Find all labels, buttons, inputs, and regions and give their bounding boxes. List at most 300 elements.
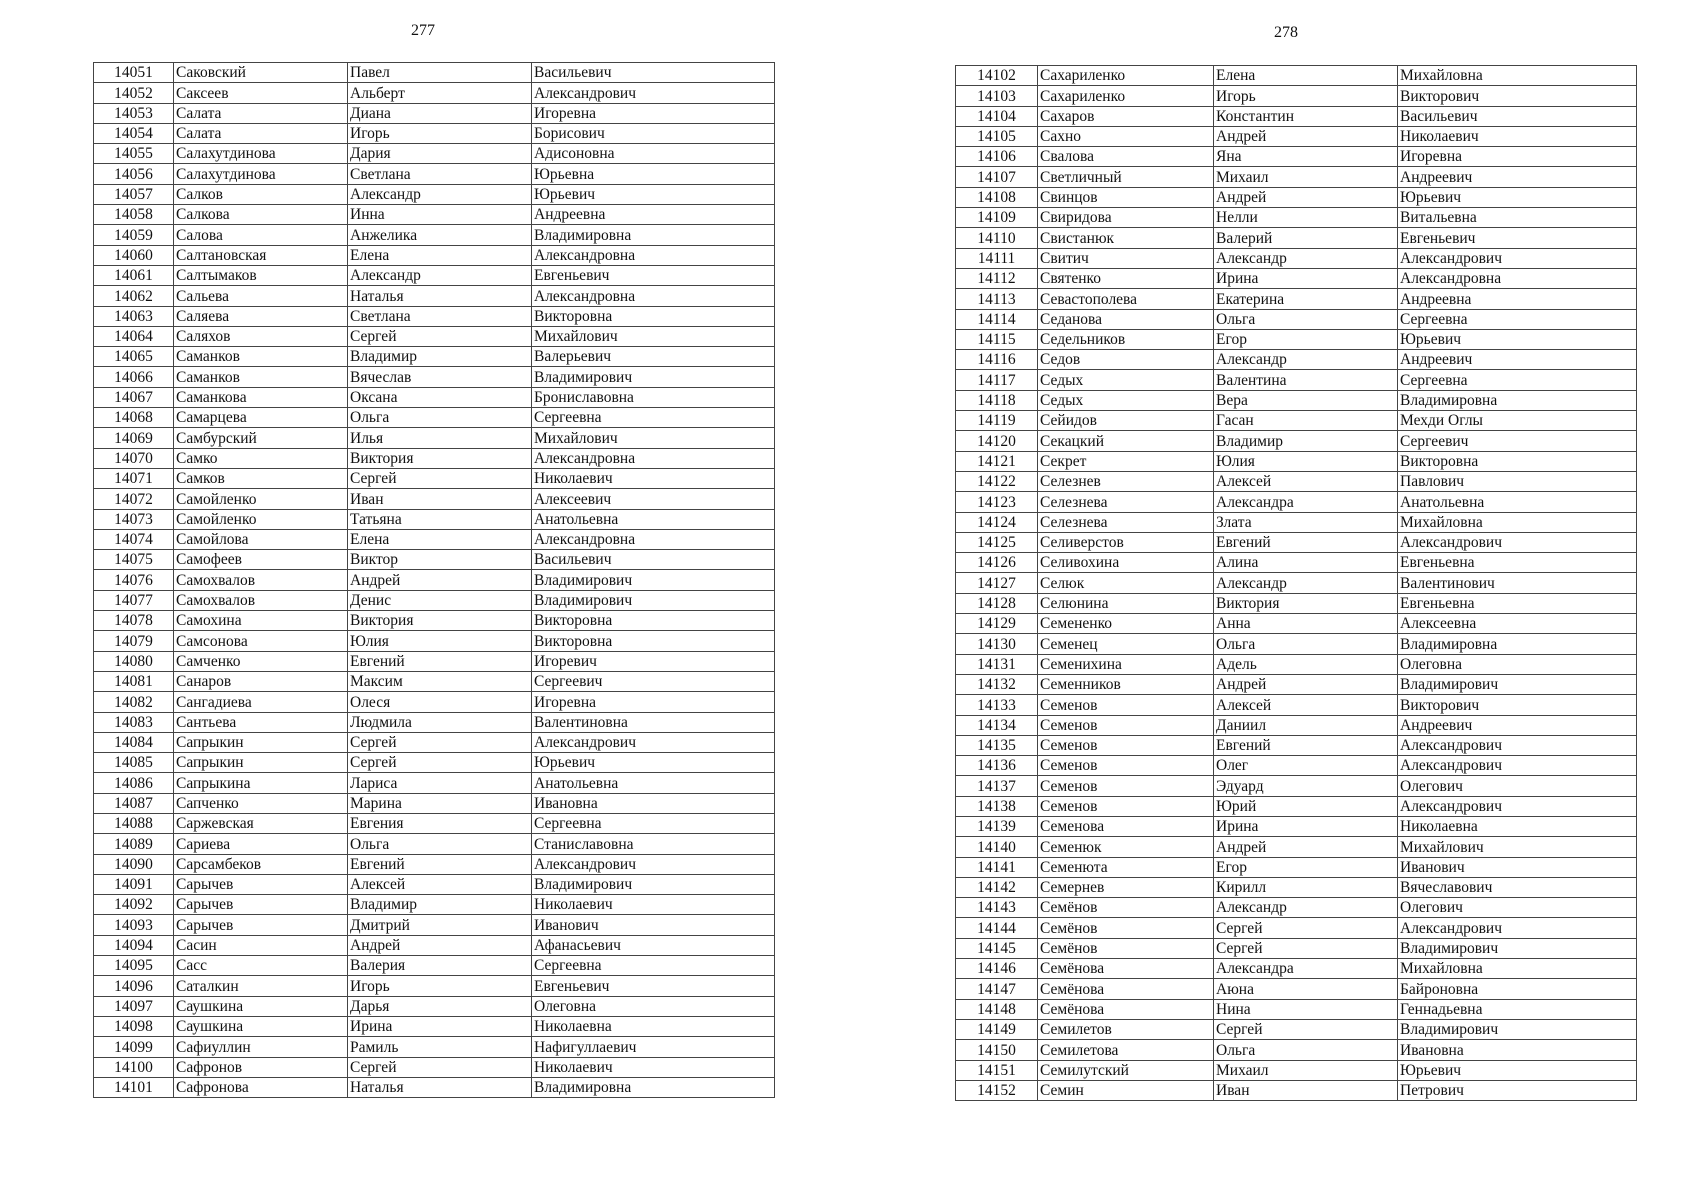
table-row	[956, 248, 1637, 268]
first-name-cell: Денис	[348, 590, 532, 610]
table-row	[956, 268, 1637, 288]
surname-cell: Саманков	[174, 367, 348, 387]
surname-cell: Седов	[1038, 350, 1214, 370]
first-name-cell: Ирина	[1214, 268, 1398, 288]
patronymic-cell: Брониславовна	[532, 387, 775, 407]
table-row	[94, 326, 775, 346]
patronymic-cell: Иванович	[1398, 857, 1637, 877]
surname-cell: Семенов	[1038, 735, 1214, 755]
first-name-cell: Александр	[348, 184, 532, 204]
first-name-cell: Павел	[348, 63, 532, 83]
first-name-cell: Андрей	[1214, 674, 1398, 694]
table-row	[956, 979, 1637, 999]
patronymic-cell: Витальевна	[1398, 208, 1637, 228]
surname-cell: Самков	[174, 468, 348, 488]
patronymic-cell: Афанасьевич	[532, 935, 775, 955]
surname-cell: Светличный	[1038, 167, 1214, 187]
first-name-cell: Альберт	[348, 83, 532, 103]
record-number-cell: 14134	[956, 715, 1038, 735]
record-number-cell: 14086	[94, 773, 174, 793]
first-name-cell: Егор	[1214, 857, 1398, 877]
surname-cell: Саковский	[174, 63, 348, 83]
first-name-cell: Виктория	[348, 611, 532, 631]
first-name-cell: Елена	[1214, 66, 1398, 86]
table-row	[956, 654, 1637, 674]
first-name-cell: Нина	[1214, 999, 1398, 1019]
patronymic-cell: Евгеньевна	[1398, 593, 1637, 613]
first-name-cell: Вера	[1214, 390, 1398, 410]
record-number-cell: 14094	[94, 935, 174, 955]
patronymic-cell: Алексеевна	[1398, 614, 1637, 634]
table-row	[956, 289, 1637, 309]
record-number-cell: 14074	[94, 529, 174, 549]
table-row	[94, 144, 775, 164]
table-row	[956, 614, 1637, 634]
surname-cell: Семенников	[1038, 674, 1214, 694]
table-row	[956, 532, 1637, 552]
surname-cell: Семёнов	[1038, 918, 1214, 938]
surname-cell: Семенова	[1038, 816, 1214, 836]
record-number-cell: 14066	[94, 367, 174, 387]
record-number-cell: 14079	[94, 631, 174, 651]
first-name-cell: Кирилл	[1214, 877, 1398, 897]
first-name-cell: Вячеслав	[348, 367, 532, 387]
surname-cell: Семенюк	[1038, 837, 1214, 857]
surname-cell: Салтановская	[174, 245, 348, 265]
surname-cell: Свинцов	[1038, 187, 1214, 207]
table-row	[94, 489, 775, 509]
record-number-cell: 14082	[94, 692, 174, 712]
record-number-cell: 14071	[94, 468, 174, 488]
surname-cell: Саржевская	[174, 813, 348, 833]
surname-cell: Седельников	[1038, 329, 1214, 349]
patronymic-cell: Александрович	[1398, 532, 1637, 552]
table-row	[956, 1060, 1637, 1080]
first-name-cell: Елена	[348, 529, 532, 549]
first-name-cell: Алексей	[1214, 471, 1398, 491]
table-row	[94, 956, 775, 976]
table-row	[956, 350, 1637, 370]
patronymic-cell: Адисоновна	[532, 144, 775, 164]
patronymic-cell: Игоревна	[532, 692, 775, 712]
table-row	[94, 103, 775, 123]
table-row	[956, 471, 1637, 491]
patronymic-cell: Юрьевич	[1398, 1060, 1637, 1080]
record-number-cell: 14150	[956, 1040, 1038, 1060]
patronymic-cell: Викторовна	[532, 306, 775, 326]
patronymic-cell: Андреевна	[532, 205, 775, 225]
record-number-cell: 14089	[94, 834, 174, 854]
surname-cell: Семенов	[1038, 796, 1214, 816]
table-row	[956, 898, 1637, 918]
record-number-cell: 14055	[94, 144, 174, 164]
first-name-cell: Гасан	[1214, 411, 1398, 431]
patronymic-cell: Владимировна	[1398, 390, 1637, 410]
patronymic-cell: Васильевич	[532, 63, 775, 83]
surname-cell: Саляева	[174, 306, 348, 326]
first-name-cell: Александр	[1214, 350, 1398, 370]
patronymic-cell: Андреевна	[1398, 289, 1637, 309]
first-name-cell: Юлия	[1214, 451, 1398, 471]
first-name-cell: Сергей	[1214, 1019, 1398, 1039]
patronymic-cell: Юрьевна	[532, 164, 775, 184]
record-number-cell: 14073	[94, 509, 174, 529]
patronymic-cell: Николаевна	[1398, 816, 1637, 836]
surname-cell: Сапченко	[174, 793, 348, 813]
first-name-cell: Евгений	[348, 854, 532, 874]
record-number-cell: 14142	[956, 877, 1038, 897]
patronymic-cell: Олеговна	[1398, 654, 1637, 674]
table-row	[94, 854, 775, 874]
surname-cell: Самойленко	[174, 489, 348, 509]
table-row	[956, 573, 1637, 593]
first-name-cell: Лариса	[348, 773, 532, 793]
first-name-cell: Юрий	[1214, 796, 1398, 816]
patronymic-cell: Николаевич	[1398, 126, 1637, 146]
surname-cell: Сариева	[174, 834, 348, 854]
surname-cell: Семенихина	[1038, 654, 1214, 674]
first-name-cell: Андрей	[348, 935, 532, 955]
table-row	[956, 735, 1637, 755]
table-row	[956, 796, 1637, 816]
table-row	[956, 167, 1637, 187]
table-row	[956, 553, 1637, 573]
record-number-cell: 14120	[956, 431, 1038, 451]
surname-cell: Свалова	[1038, 147, 1214, 167]
patronymic-cell: Владимирович	[1398, 674, 1637, 694]
table-row	[956, 370, 1637, 390]
patronymic-cell: Александрович	[532, 83, 775, 103]
first-name-cell: Татьяна	[348, 509, 532, 529]
patronymic-cell: Олегович	[1398, 898, 1637, 918]
patronymic-cell: Мехди Оглы	[1398, 411, 1637, 431]
record-number-cell: 14099	[94, 1037, 174, 1057]
patronymic-cell: Александровна	[1398, 268, 1637, 288]
surname-cell: Салахутдинова	[174, 144, 348, 164]
first-name-cell: Александра	[1214, 959, 1398, 979]
first-name-cell: Диана	[348, 103, 532, 123]
table-row	[956, 512, 1637, 532]
patronymic-cell: Владимировна	[532, 1077, 775, 1097]
record-number-cell: 14070	[94, 448, 174, 468]
record-number-cell: 14110	[956, 228, 1038, 248]
table-row	[94, 590, 775, 610]
record-number-cell: 14121	[956, 451, 1038, 471]
surname-cell: Салахутдинова	[174, 164, 348, 184]
record-number-cell: 14072	[94, 489, 174, 509]
first-name-cell: Юлия	[348, 631, 532, 651]
record-number-cell: 14098	[94, 1016, 174, 1036]
record-number-cell: 14149	[956, 1019, 1038, 1039]
record-number-cell: 14075	[94, 550, 174, 570]
first-name-cell: Нелли	[1214, 208, 1398, 228]
surname-cell: Самохина	[174, 611, 348, 631]
first-name-cell: Екатерина	[1214, 289, 1398, 309]
surname-cell: Семёнов	[1038, 898, 1214, 918]
surname-cell: Севастополева	[1038, 289, 1214, 309]
table-row	[94, 793, 775, 813]
surname-cell: Сапрыкин	[174, 732, 348, 752]
record-number-cell: 14146	[956, 959, 1038, 979]
surname-cell: Сантьева	[174, 712, 348, 732]
table-row	[94, 205, 775, 225]
patronymic-cell: Владимировна	[1398, 634, 1637, 654]
surname-cell: Саксеев	[174, 83, 348, 103]
table-row	[94, 692, 775, 712]
table-row	[94, 347, 775, 367]
first-name-cell: Яна	[1214, 147, 1398, 167]
patronymic-cell: Андреевич	[1398, 167, 1637, 187]
patronymic-cell: Михайловна	[1398, 959, 1637, 979]
table-row	[94, 631, 775, 651]
page-number: 278	[1274, 24, 1298, 41]
patronymic-cell: Михайлович	[532, 326, 775, 346]
surname-cell: Семилутский	[1038, 1060, 1214, 1080]
record-number-cell: 14096	[94, 976, 174, 996]
patronymic-cell: Владимирович	[532, 590, 775, 610]
patronymic-cell: Ивановна	[1398, 1040, 1637, 1060]
patronymic-cell: Юрьевич	[1398, 187, 1637, 207]
surname-cell: Селезнева	[1038, 512, 1214, 532]
patronymic-cell: Николаевна	[532, 1016, 775, 1036]
surname-cell: Саманкова	[174, 387, 348, 407]
patronymic-cell: Александрович	[532, 732, 775, 752]
first-name-cell: Виктория	[348, 448, 532, 468]
first-name-cell: Инна	[348, 205, 532, 225]
surname-cell: Салтымаков	[174, 265, 348, 285]
patronymic-cell: Валерьевич	[532, 347, 775, 367]
table-row	[956, 106, 1637, 126]
patronymic-cell: Васильевич	[1398, 106, 1637, 126]
patronymic-cell: Станиславовна	[532, 834, 775, 854]
record-number-cell: 14126	[956, 553, 1038, 573]
record-number-cell: 14081	[94, 671, 174, 691]
first-name-cell: Игорь	[348, 123, 532, 143]
surname-cell: Семёнова	[1038, 979, 1214, 999]
surname-cell: Саляхов	[174, 326, 348, 346]
patronymic-cell: Николаевич	[532, 1057, 775, 1077]
surname-cell: Секацкий	[1038, 431, 1214, 451]
patronymic-cell: Олеговна	[532, 996, 775, 1016]
first-name-cell: Валерий	[1214, 228, 1398, 248]
patronymic-cell: Владимирович	[532, 570, 775, 590]
record-number-cell: 14152	[956, 1080, 1038, 1100]
patronymic-cell: Сергеевна	[1398, 309, 1637, 329]
record-number-cell: 14056	[94, 164, 174, 184]
patronymic-cell: Владимирович	[532, 874, 775, 894]
record-number-cell: 14104	[956, 106, 1038, 126]
patronymic-cell: Валентинович	[1398, 573, 1637, 593]
record-number-cell: 14112	[956, 268, 1038, 288]
first-name-cell: Евгений	[348, 651, 532, 671]
table-row	[956, 776, 1637, 796]
surname-cell: Семилетов	[1038, 1019, 1214, 1039]
surname-cell: Семенец	[1038, 634, 1214, 654]
patronymic-cell: Васильевич	[532, 550, 775, 570]
record-number-cell: 14100	[94, 1057, 174, 1077]
table-row	[956, 999, 1637, 1019]
table-row	[956, 187, 1637, 207]
record-number-cell: 14148	[956, 999, 1038, 1019]
first-name-cell: Константин	[1214, 106, 1398, 126]
patronymic-cell: Анатольевна	[532, 509, 775, 529]
record-number-cell: 14133	[956, 695, 1038, 715]
patronymic-cell: Владимирович	[532, 367, 775, 387]
first-name-cell: Сергей	[348, 732, 532, 752]
record-number-cell: 14114	[956, 309, 1038, 329]
surname-cell: Сахаров	[1038, 106, 1214, 126]
record-number-cell: 14125	[956, 532, 1038, 552]
first-name-cell: Анна	[1214, 614, 1398, 634]
table-row	[956, 492, 1637, 512]
table-row	[94, 753, 775, 773]
table-row	[956, 918, 1637, 938]
table-row	[94, 225, 775, 245]
first-name-cell: Ольга	[1214, 634, 1398, 654]
table-row	[94, 651, 775, 671]
patronymic-cell: Сергеевна	[532, 408, 775, 428]
first-name-cell: Алексей	[348, 874, 532, 894]
surname-cell: Селезнев	[1038, 471, 1214, 491]
table-row	[94, 834, 775, 854]
record-number-cell: 14090	[94, 854, 174, 874]
record-number-cell: 14130	[956, 634, 1038, 654]
surname-cell: Секрет	[1038, 451, 1214, 471]
table-row	[94, 123, 775, 143]
patronymic-cell: Ивановна	[532, 793, 775, 813]
patronymic-cell: Александрович	[1398, 735, 1637, 755]
record-number-cell: 14057	[94, 184, 174, 204]
record-number-cell: 14087	[94, 793, 174, 813]
table-row	[94, 874, 775, 894]
surname-cell: Сарычев	[174, 895, 348, 915]
first-name-cell: Ольга	[1214, 1040, 1398, 1060]
patronymic-cell: Анатольевна	[1398, 492, 1637, 512]
record-number-cell: 14080	[94, 651, 174, 671]
table-row	[94, 367, 775, 387]
first-name-cell: Евгений	[1214, 532, 1398, 552]
record-number-cell: 14085	[94, 753, 174, 773]
first-name-cell: Даниил	[1214, 715, 1398, 735]
surname-cell: Семин	[1038, 1080, 1214, 1100]
surname-cell: Семёнова	[1038, 959, 1214, 979]
patronymic-cell: Юрьевич	[532, 753, 775, 773]
patronymic-cell: Петрович	[1398, 1080, 1637, 1100]
first-name-cell: Наталья	[348, 286, 532, 306]
table-row	[94, 184, 775, 204]
surname-cell: Салата	[174, 103, 348, 123]
first-name-cell: Дарья	[348, 996, 532, 1016]
first-name-cell: Злата	[1214, 512, 1398, 532]
patronymic-cell: Сергеевич	[532, 671, 775, 691]
patronymic-cell: Евгеньевич	[1398, 228, 1637, 248]
surname-cell: Сапрыкина	[174, 773, 348, 793]
first-name-cell: Наталья	[348, 1077, 532, 1097]
table-row	[956, 228, 1637, 248]
patronymic-cell: Сергеевна	[1398, 370, 1637, 390]
first-name-cell: Александра	[1214, 492, 1398, 512]
record-number-cell: 14129	[956, 614, 1038, 634]
surname-cell: Сафиуллин	[174, 1037, 348, 1057]
first-name-cell: Олег	[1214, 756, 1398, 776]
table-row	[94, 1037, 775, 1057]
record-number-cell: 14131	[956, 654, 1038, 674]
first-name-cell: Дмитрий	[348, 915, 532, 935]
table-row	[94, 1077, 775, 1097]
first-name-cell: Марина	[348, 793, 532, 813]
patronymic-cell: Евгеньевич	[532, 976, 775, 996]
record-number-cell: 14059	[94, 225, 174, 245]
surname-cell: Семёнова	[1038, 999, 1214, 1019]
table-row	[94, 408, 775, 428]
patronymic-cell: Олегович	[1398, 776, 1637, 796]
table-row	[956, 147, 1637, 167]
record-number-cell: 14076	[94, 570, 174, 590]
table-row	[956, 1080, 1637, 1100]
surname-cell: Сахариленко	[1038, 86, 1214, 106]
first-name-cell: Рамиль	[348, 1037, 532, 1057]
patronymic-cell: Александрович	[1398, 796, 1637, 816]
table-row	[94, 550, 775, 570]
table-row	[956, 390, 1637, 410]
record-number-cell: 14058	[94, 205, 174, 225]
surname-cell: Сапрыкин	[174, 753, 348, 773]
patronymic-cell: Михайлович	[532, 428, 775, 448]
register-table	[93, 62, 775, 1098]
first-name-cell: Аюна	[1214, 979, 1398, 999]
table-row	[956, 674, 1637, 694]
surname-cell: Сарычев	[174, 915, 348, 935]
table-row	[956, 816, 1637, 836]
surname-cell: Самофеев	[174, 550, 348, 570]
first-name-cell: Михаил	[1214, 1060, 1398, 1080]
record-number-cell: 14128	[956, 593, 1038, 613]
table-row	[94, 63, 775, 83]
surname-cell: Санаров	[174, 671, 348, 691]
surname-cell: Самченко	[174, 651, 348, 671]
table-row	[956, 309, 1637, 329]
record-number-cell: 14084	[94, 732, 174, 752]
first-name-cell: Андрей	[348, 570, 532, 590]
record-number-cell: 14065	[94, 347, 174, 367]
record-number-cell: 14144	[956, 918, 1038, 938]
record-number-cell: 14122	[956, 471, 1038, 491]
patronymic-cell: Евгеньевна	[1398, 553, 1637, 573]
table-row	[94, 976, 775, 996]
surname-cell: Сейидов	[1038, 411, 1214, 431]
first-name-cell: Иван	[348, 489, 532, 509]
patronymic-cell: Викторович	[1398, 86, 1637, 106]
record-number-cell: 14092	[94, 895, 174, 915]
patronymic-cell: Александрович	[532, 854, 775, 874]
first-name-cell: Людмила	[348, 712, 532, 732]
patronymic-cell: Михайловна	[1398, 66, 1637, 86]
surname-cell: Самарцева	[174, 408, 348, 428]
table-row	[956, 86, 1637, 106]
patronymic-cell: Владимирович	[1398, 938, 1637, 958]
surname-cell: Саушкина	[174, 996, 348, 1016]
first-name-cell: Сергей	[1214, 918, 1398, 938]
first-name-cell: Андрей	[1214, 126, 1398, 146]
table-row	[956, 1040, 1637, 1060]
table-row	[956, 593, 1637, 613]
record-number-cell: 14093	[94, 915, 174, 935]
table-row	[94, 895, 775, 915]
table-row	[94, 1057, 775, 1077]
patronymic-cell: Валентиновна	[532, 712, 775, 732]
surname-cell: Седых	[1038, 390, 1214, 410]
first-name-cell: Сергей	[348, 326, 532, 346]
